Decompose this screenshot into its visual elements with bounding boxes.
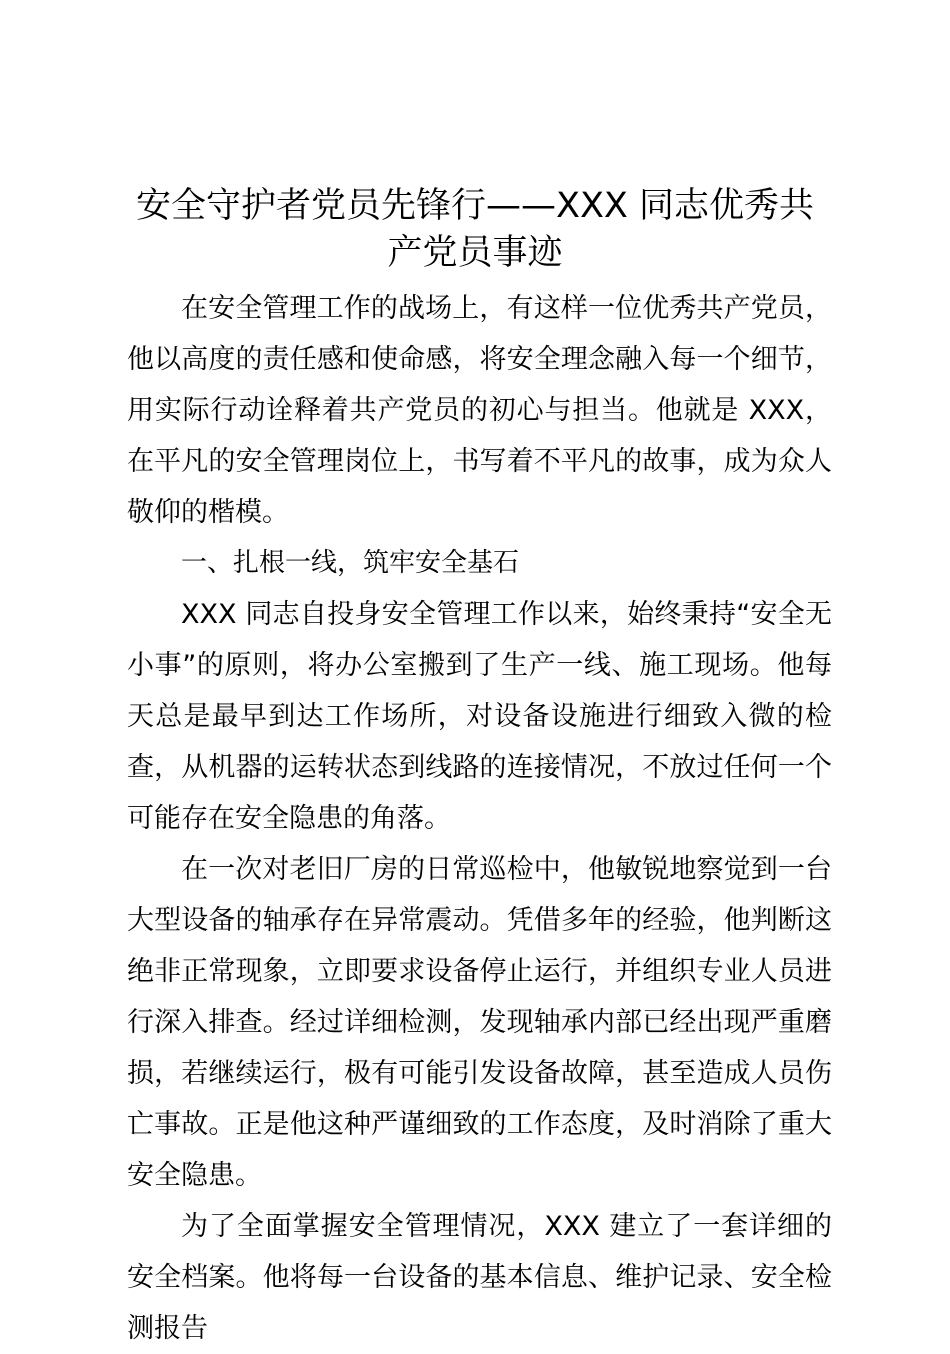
title-line-2: 产党员事迹 xyxy=(387,233,563,273)
body-paragraph: XXX 同志自投身安全管理工作以来，始终秉持“安全无小事”的原则，将办公室搬到了生产一线、施工现场。他每天总是最早到达工作场所，对设备设施进行细致入微的检查，从机器的运转状态到线路的连接情况，不放过任何一个可能存在安全隐患的角落。 xyxy=(127,599,832,834)
page-title xyxy=(0,183,950,277)
body-paragraph: 为了全面掌握安全管理情况，XXX 建立了一套详细的安全档案。他将每一台设备的基本信息、维护记录、安全检测报告 xyxy=(127,1211,832,1344)
intro-paragraph: 在安全管理工作的战场上，有这样一位优秀共产党员，他以高度的责任感和使命感，将安全理念融入每一个细节，用实际行动诠释着共产党员的初心与担当。他就是 XXX，在平凡的安全管理岗位上，书写着不平凡的故事，成为众人敬仰的楷模。 xyxy=(127,293,832,528)
body-paragraph: 在一次对老旧厂房的日常巡检中，他敏锐地察觉到一台大型设备的轴承存在异常震动。凭借多年的经验，他判断这绝非正常现象，立即要求设备停止运行，并组织专业人员进行深入排查。经过详细检测，发现轴承内部已经出现严重磨损，若继续运行，极有可能引发设备故障，甚至造成人员伤亡事故。正是他这种严谨细致的工作态度，及时消除了重大安全隐患。 xyxy=(127,854,832,1191)
title-line-1: 安全守护者党员先锋行——XXX 同志优秀共 xyxy=(135,186,815,226)
section-heading: 一、扎根一线，筑牢安全基石 xyxy=(181,548,520,578)
document-body xyxy=(127,283,832,1354)
